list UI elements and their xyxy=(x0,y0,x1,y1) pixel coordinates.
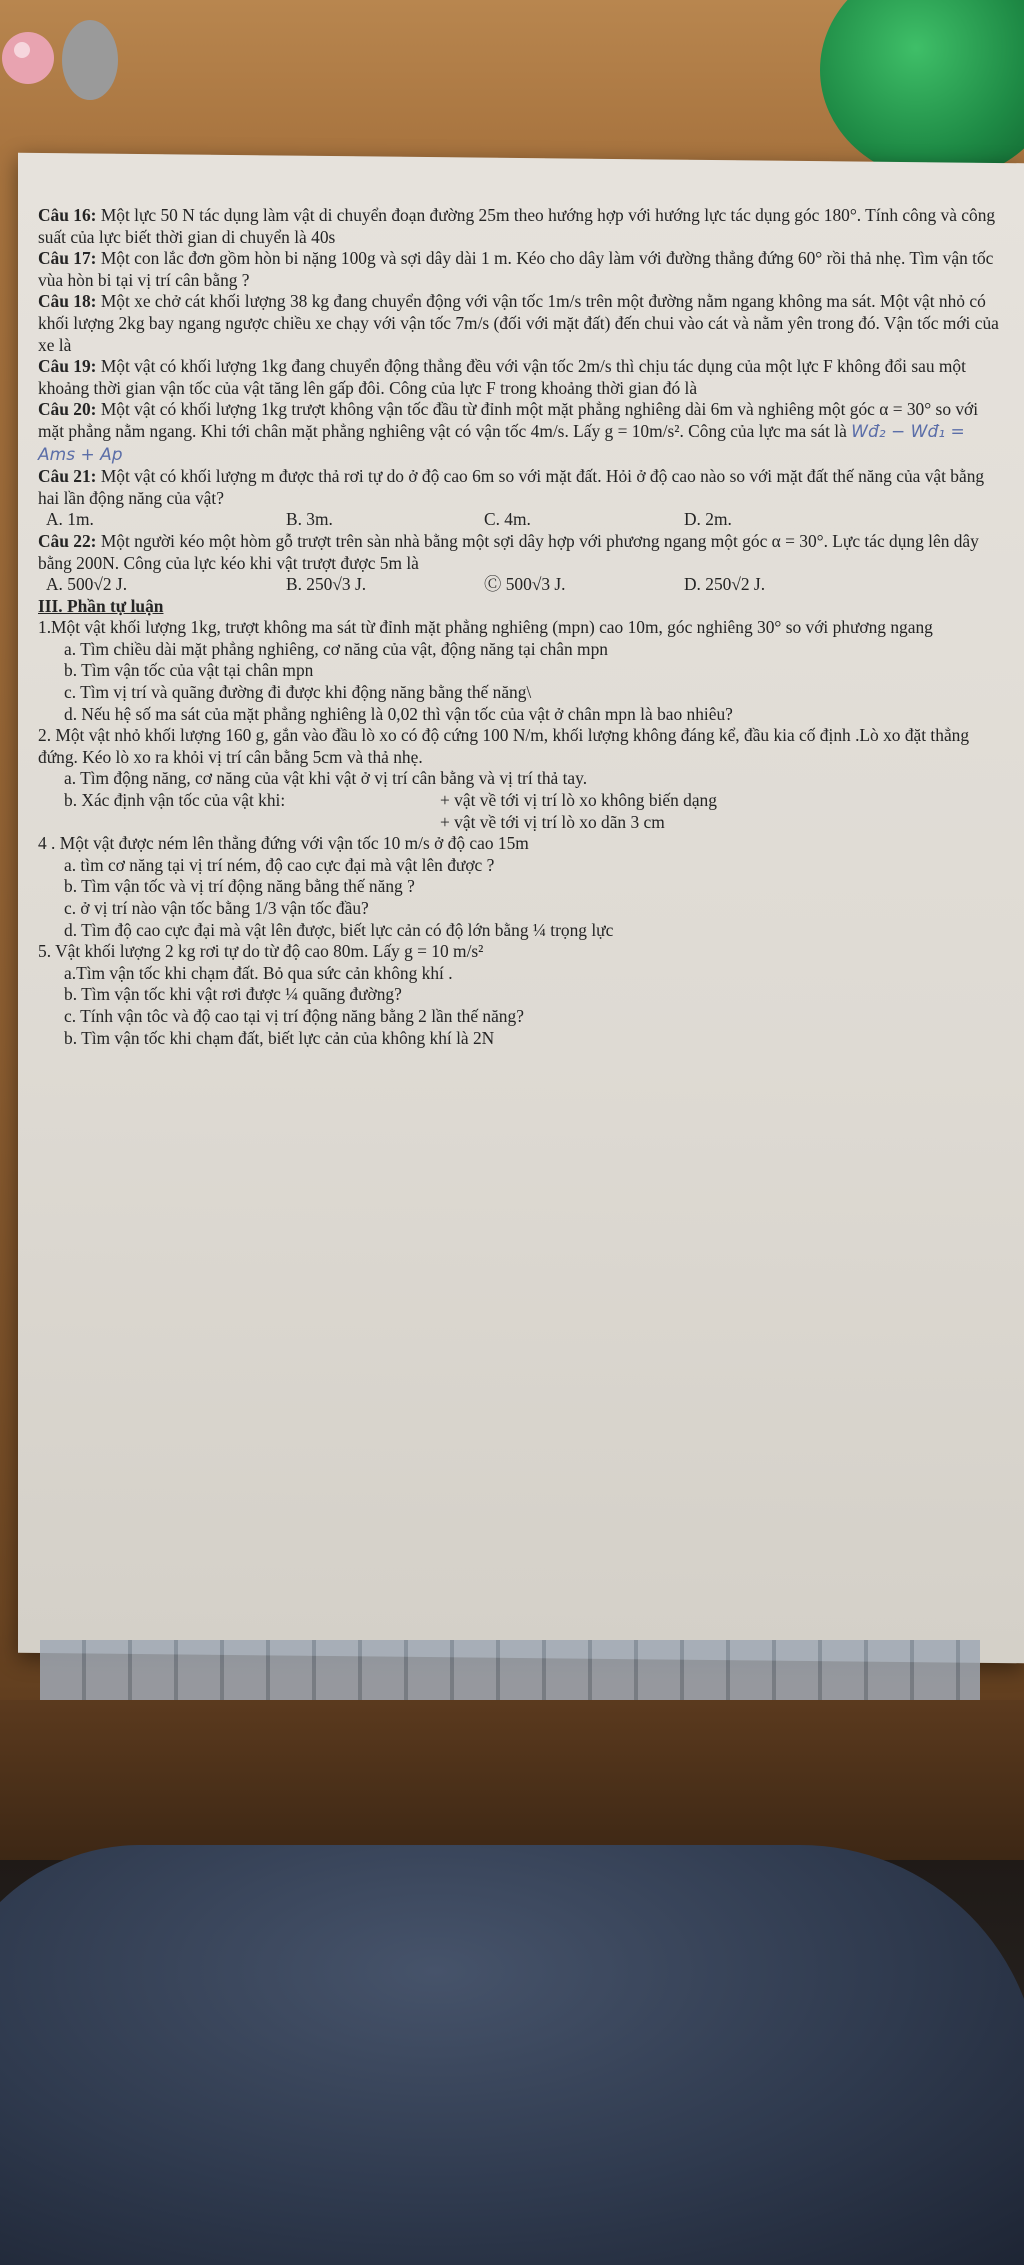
question-19: Câu 19: Một vật có khối lượng 1kg đang chuyển động thẳng đều với vận tốc 2m/s thì chịu tác dụng của một lực F không đổi sau một khoảng thời gian vận tốc của vật tăng lên gấp đôi. Công của lực F trong khoảng thời gian đó là xyxy=(38,356,966,398)
option-b: B. 250√3 J. xyxy=(286,574,367,595)
option-b: B. 3m. xyxy=(286,509,333,530)
essay-2-b2: + vật về tới vị trí lò xo dãn 3 cm xyxy=(440,811,665,832)
essay-2-b: b. Xác định vận tốc của vật khi: xyxy=(64,790,286,811)
essay-4-item: c. ở vị trí nào vận tốc bằng 1/3 vận tốc đầu? xyxy=(64,898,369,918)
question-22-options xyxy=(38,574,1006,596)
essay-1-item: a. Tìm chiều dài mặt phẳng nghiêng, cơ năng của vật, động năng tại chân mpn xyxy=(64,638,608,659)
exam-text xyxy=(38,205,1006,1049)
paper-stack-edge xyxy=(40,1640,980,1700)
option-a: A. 500√2 J. xyxy=(46,574,128,595)
essay-2-a: a. Tìm động năng, cơ năng của vật khi vật ở vị trí cân bằng và vị trí thả tay. xyxy=(64,768,588,789)
essay-4-item: d. Tìm độ cao cực đại mà vật lên được, biết lực cản có độ lớn bằng ¼ trọng lực xyxy=(64,919,614,940)
essay-2-b-row xyxy=(38,790,1006,812)
essay-1-item: d. Nếu hệ số ma sát của mặt phẳng nghiêng là 0,02 thì vận tốc của vật ở chân mpn là bao nhiêu? xyxy=(64,703,733,724)
blue-cloth xyxy=(0,1845,1024,2265)
handwritten-note: Wđ₂ − Wđ₁ = Ams + Ap xyxy=(38,421,965,465)
essay-5-item: a.Tìm vận tốc khi chạm đất. Bỏ qua sức cản không khí . xyxy=(64,962,453,983)
essay-5-intro: 5. Vật khối lượng 2 kg rơi tự do từ độ cao 80m. Lấy g = 10 m/s² xyxy=(38,941,484,962)
option-c-circled: Ⓒ 500√3 J. xyxy=(484,574,566,595)
essay-5-item: b. Tìm vận tốc khi chạm đất, biết lực cản của không khí là 2N xyxy=(64,1027,495,1048)
question-18: Câu 18: Một xe chở cát khối lượng 38 kg đang chuyển động với vận tốc 1m/s trên một đường nằm ngang không ma sát. Một vật nhỏ có khối lượng 2kg bay ngang ngược chiều xe chạy với vận tốc 7m/s (đối với mặt đất) đến chui vào cát và nằm yên trong đó. Vận tốc mới của xe là xyxy=(38,291,999,355)
question-22: Câu 22: Một người kéo một hòm gỗ trượt trên sàn nhà bằng một sợi dây hợp với phương ngang một góc α = 30°. Lực tác dụng lên dây bằng 200N. Công của lực kéo khi vật trượt được 5m là xyxy=(38,530,979,573)
essay-2-b1: + vật về tới vị trí lò xo không biến dạng xyxy=(440,790,717,811)
question-16: Câu 16: Một lực 50 N tác dụng làm vật di chuyển đoạn đường 25m theo hướng hợp với hướng lực tác dụng góc 180°. Tính công và công suất của lực biết thời gian di chuyển là 40s xyxy=(38,205,996,247)
essay-1-item: b. Tìm vận tốc của vật tại chân mpn xyxy=(64,660,314,681)
option-d: D. 2m. xyxy=(684,509,732,530)
question-21-options xyxy=(38,509,1006,531)
option-a: A. 1m. xyxy=(46,509,94,530)
option-c: C. 4m. xyxy=(484,509,531,530)
essay-4-item: b. Tìm vận tốc và vị trí động năng bằng thế năng ? xyxy=(64,876,415,897)
essay-4-item: a. tìm cơ năng tại vị trí ném, độ cao cực đại mà vật lên được ? xyxy=(64,854,495,875)
section-title: III. Phần tự luận xyxy=(38,595,164,616)
essay-1-intro: 1.Một vật khối lượng 1kg, trượt không ma sát từ đỉnh mặt phẳng nghiêng (mpn) cao 10m, góc nghiêng 30° so với phương ngang xyxy=(38,617,933,638)
essay-5-item: c. Tính vận tôc và độ cao tại vị trí động năng bằng 2 lần thế năng? xyxy=(64,1005,524,1026)
question-20: Câu 20: Một vật có khối lượng 1kg trượt không vận tốc đầu từ đỉnh một mặt phẳng nghiêng dài 6m và nghiêng một góc α = 30° so với mặt phẳng nằm ngang. Khi tới chân mặt phẳng nghiêng vật có vận tốc 4m/s. Lấy g = 10m/s². Công của lực ma sát là Wđ₂ − Wđ₁ = Ams + Ap xyxy=(38,399,979,465)
essay-2-intro: 2. Một vật nhỏ khối lượng 160 g, gắn vào đầu lò xo có độ cứng 100 N/m, khối lượng không đáng kể, đầu kia cố định .Lò xo đặt thẳng đứng. Kéo lò xo ra khỏi vị trí cân bằng 5cm và thả nhẹ. xyxy=(38,725,970,767)
question-17: Câu 17: Một con lắc đơn gồm hòn bi nặng 100g và sợi dây dài 1 m. Kéo cho dây làm với đường thẳng đứng 60° rồi thả nhẹ. Tìm vận tốc vùa hòn bi tại vị trí cân bằng ? xyxy=(38,248,994,290)
keys-icon xyxy=(0,0,120,110)
essay-5-item: b. Tìm vận tốc khi vật rơi được ¼ quãng đường? xyxy=(64,984,402,1005)
essay-4-intro: 4 . Một vật được ném lên thẳng đứng với vận tốc 10 m/s ở độ cao 15m xyxy=(38,833,529,854)
essay-1-item: c. Tìm vị trí và quãng đường đi được khi động năng bằng thế năng\ xyxy=(64,682,532,703)
question-21: Câu 21: Một vật có khối lượng m được thả rơi tự do ở độ cao 6m so với mặt đất. Hỏi ở độ cao nào so với mặt đất thế năng của vật bằng hai lần động năng của vật? xyxy=(38,466,985,508)
option-d: D. 250√2 J. xyxy=(684,574,766,595)
